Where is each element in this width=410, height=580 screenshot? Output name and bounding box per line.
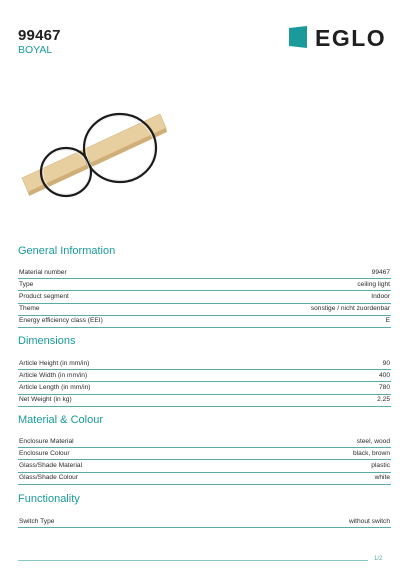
footer-divider bbox=[18, 560, 368, 561]
page-number: 1/2 bbox=[374, 556, 383, 562]
table-row: Glass/Shade Colour white bbox=[18, 473, 391, 485]
section-title-material: Material & Colour bbox=[18, 414, 103, 426]
table-row: Material number 99467 bbox=[18, 267, 391, 279]
general-info-table bbox=[18, 267, 391, 328]
table-row: Article Height (in mm/in) 90 bbox=[18, 358, 391, 370]
product-name: BOYAL bbox=[18, 44, 53, 56]
table-row: Glass/Shade Material plastic bbox=[18, 460, 391, 472]
material-table bbox=[18, 436, 391, 485]
functionality-table bbox=[18, 516, 391, 528]
table-row: Energy efficiency class (EEI) E bbox=[18, 316, 391, 328]
table-row: Enclosure Material steel, wood bbox=[18, 436, 391, 448]
table-row: Enclosure Colour black, brown bbox=[18, 448, 391, 460]
product-image bbox=[18, 108, 178, 200]
section-title-functionality: Functionality bbox=[18, 493, 80, 505]
table-row: Article Width (in mm/in) 400 bbox=[18, 370, 391, 382]
table-row: Product segment Indoor bbox=[18, 291, 391, 303]
brand-logo bbox=[287, 26, 393, 50]
logo-text: EGLO bbox=[315, 25, 387, 51]
section-title-dimensions: Dimensions bbox=[18, 335, 76, 347]
table-row: Type ceiling light bbox=[18, 279, 391, 291]
table-row: Theme sonstige / nicht zuordenbar bbox=[18, 304, 391, 316]
eglo-logo-icon bbox=[287, 26, 311, 48]
table-row: Net Weight (in kg) 2.25 bbox=[18, 395, 391, 407]
table-row: Article Length (in mm/in) 780 bbox=[18, 382, 391, 394]
dimensions-table bbox=[18, 358, 391, 407]
table-row: Switch Type without switch bbox=[18, 516, 391, 528]
section-title-general: General Information bbox=[18, 245, 116, 257]
product-number: 99467 bbox=[18, 27, 61, 44]
